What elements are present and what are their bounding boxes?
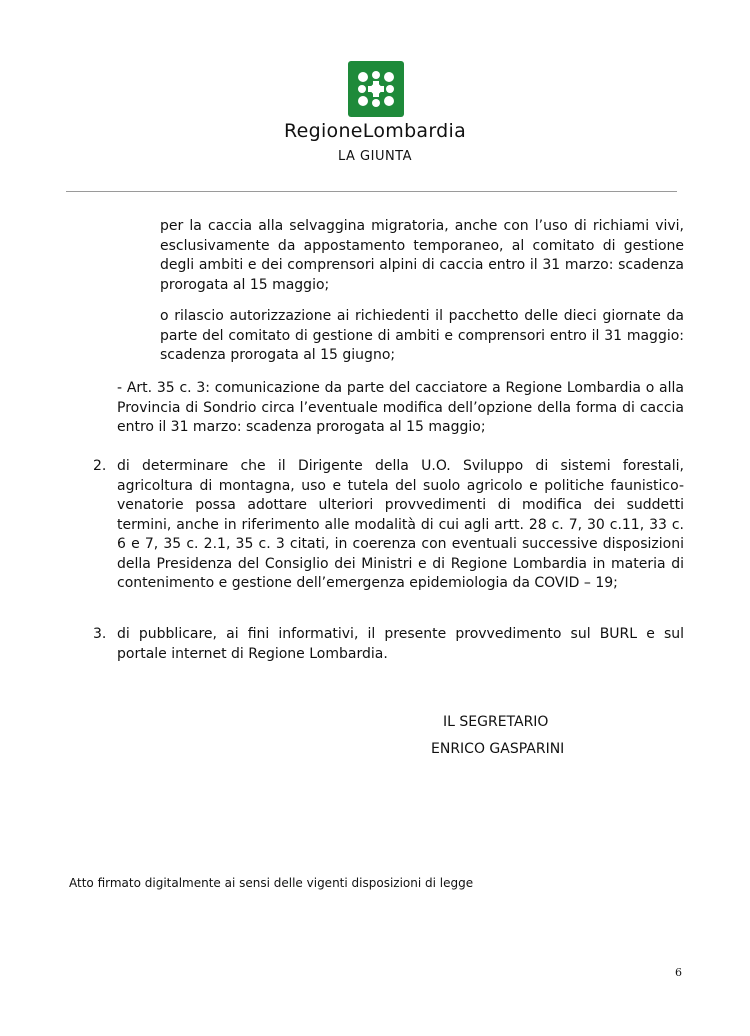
- paragraph-migratoria: per la caccia alla selvaggina migratoria, anche con l’uso di richiami vivi, esclusivamente da appostamento temporaneo, al comitato di gestione degli ambiti e dei comprensori alpini di caccia entro il 31 marzo: scadenza prorogata al 15 maggio;: [160, 218, 684, 293]
- signature-name: ENRICO GASPARINI: [431, 741, 565, 757]
- regione-lombardia-logo-icon: [348, 61, 404, 117]
- signature-role: IL SEGRETARIO: [443, 714, 549, 730]
- list-number-3: 3.: [93, 626, 107, 642]
- digital-signature-note: Atto firmato digitalmente ai sensi delle vigenti disposizioni di legge: [69, 876, 474, 890]
- brand-name: RegioneLombardia: [283, 120, 467, 142]
- header-divider: [66, 191, 677, 192]
- list-item-3-text: di pubblicare, ai fini informativi, il presente provvedimento sul BURL e sul portale internet di Regione Lombardia.: [117, 626, 684, 662]
- paragraph-autorizzazione: o rilascio autorizzazione ai richiedenti il pacchetto delle dieci giornate da parte del comitato di gestione di ambiti e comprensori entro il 31 maggio: scadenza prorogata al 15 giugno;: [160, 308, 684, 363]
- paragraph-art-35: - Art. 35 c. 3: comunicazione da parte del cacciatore a Regione Lombardia o alla Provincia di Sondrio circa l’eventuale modifica dell’opzione della forma di caccia entro il 31 marzo: scadenza prorogata al 15 maggio;: [117, 380, 684, 435]
- page-number: 6: [675, 966, 682, 979]
- list-number-2: 2.: [93, 458, 107, 474]
- rosa-camuna-shape: [358, 71, 394, 107]
- list-item-2-text: di determinare che il Dirigente della U.O. Sviluppo di sistemi forestali, agricoltura di montagna, uso e tutela del suolo agricolo e politiche faunistico-venatorie possa adottare ulteriori provvedimenti di modifica dei suddetti termini, anche in riferimento alle modalità di cui agli artt. 28 c. 7, 30 c.11, 33 c. 6 e 7, 35 c. 2.1, 35 c. 3 citati, in coerenza con eventuali successive disposizioni della Presidenza del Consiglio dei Ministri e di Regione Lombardia in materia di contenimento e gestione dell’emergenza epidemiologia da COVID – 19;: [117, 458, 684, 591]
- brand-subtitle: LA GIUNTA: [337, 149, 413, 164]
